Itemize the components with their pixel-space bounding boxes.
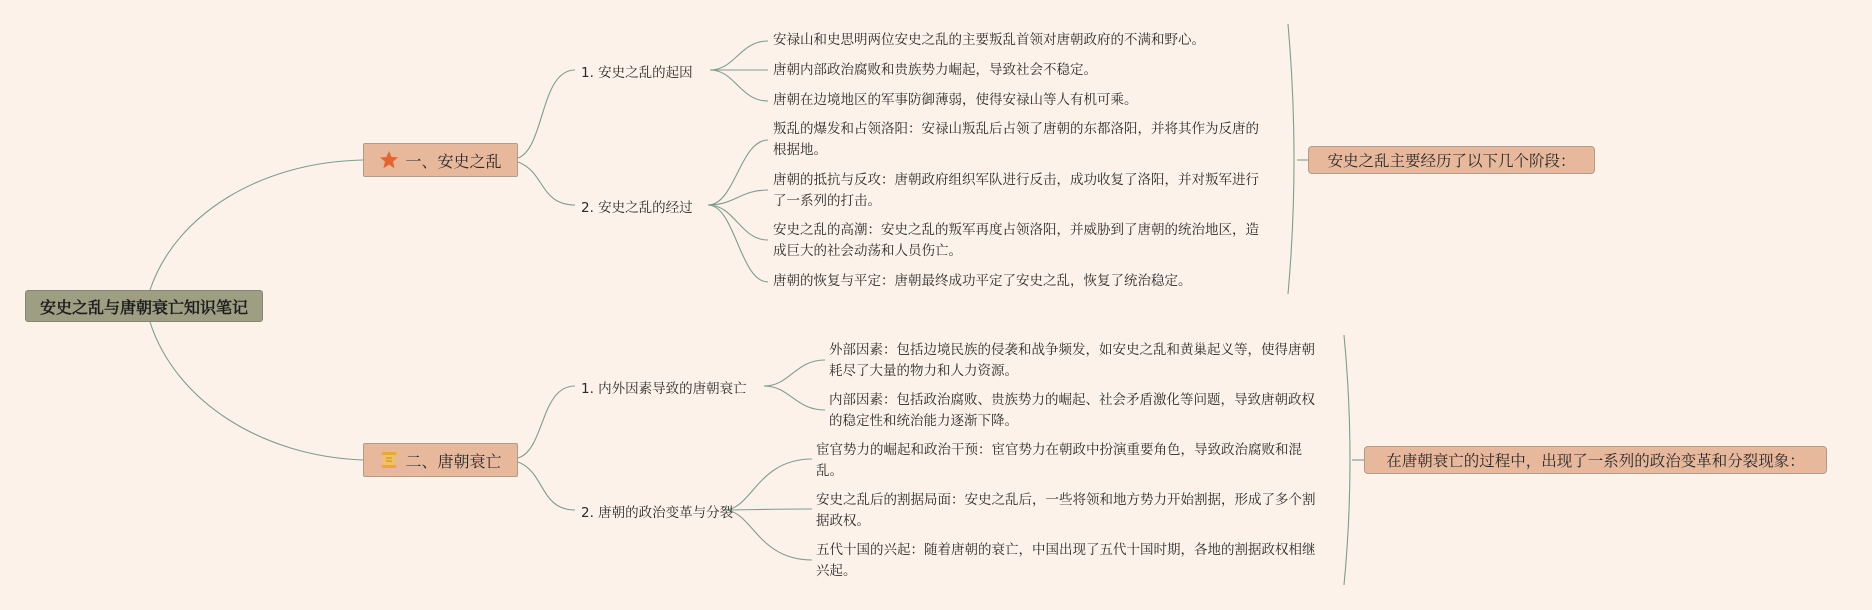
summary-political-change[interactable]: 在唐朝衰亡的过程中，出现了一系列的政治变革和分裂现象： [1364, 446, 1827, 474]
leaf-topic[interactable]: 叛乱的爆发和占领洛阳：安禄山叛乱后占领了唐朝的东都洛阳，并将其作为反唐的根据地。 [773, 121, 1259, 158]
subtopic-internal-external-factors[interactable]: 1. 内外因素导致的唐朝衰亡 [581, 381, 747, 397]
summary-brace-1 [1288, 24, 1294, 294]
subtopic-political-change-division[interactable]: 2. 唐朝的政治变革与分裂 [581, 505, 734, 521]
link-root-main1 [150, 160, 363, 290]
leaf-topic[interactable]: 唐朝内部政治腐败和贵族势力崛起，导致社会不稳定。 [773, 62, 1097, 78]
main-topic-label: 二、唐朝衰亡 [405, 451, 502, 471]
leaf-topic[interactable]: 外部因素：包括边境民族的侵袭和战争频发，如安史之乱和黄巢起义等，使得唐朝耗尽了大量的物力和人力资源。 [829, 342, 1315, 379]
link-main1-sub2 [518, 162, 575, 205]
summary-brace-2 [1344, 335, 1350, 585]
root-topic[interactable]: 安史之乱与唐朝衰亡知识笔记 [25, 290, 263, 322]
link-main1-sub1 [518, 70, 575, 158]
main-topic-tang-decline[interactable] [363, 443, 518, 477]
link-main2-sub2 [518, 462, 575, 510]
subtopic-causes[interactable]: 1. 安史之乱的起因 [581, 65, 693, 81]
scroll-icon [379, 450, 399, 470]
leaf-topic[interactable]: 五代十国的兴起：随着唐朝的衰亡，中国出现了五代十国时期，各地的割据政权相继兴起。 [816, 542, 1316, 579]
subtopic-course[interactable]: 2. 安史之乱的经过 [581, 200, 693, 216]
link-root-main2 [150, 322, 363, 460]
star-icon [379, 150, 399, 170]
summary-stages[interactable]: 安史之乱主要经历了以下几个阶段： [1308, 146, 1595, 174]
leaf-topic[interactable]: 安史之乱的高潮：安史之乱的叛军再度占领洛阳，并威胁到了唐朝的统治地区，造成巨大的社会动荡和人员伤亡。 [773, 222, 1259, 259]
leaf-topic[interactable]: 内部因素：包括政治腐败、贵族势力的崛起、社会矛盾激化等问题，导致唐朝政权的稳定性和统治能力逐渐下降。 [829, 392, 1315, 429]
link-main2-sub1 [518, 386, 575, 458]
main-topic-an-shi-rebellion[interactable] [363, 143, 518, 177]
leaf-topic[interactable]: 唐朝的抵抗与反攻：唐朝政府组织军队进行反击，成功收复了洛阳，并对叛军进行了一系列的打击。 [773, 172, 1259, 209]
leaf-topic[interactable]: 唐朝在边境地区的军事防御薄弱，使得安禄山等人有机可乘。 [773, 92, 1138, 108]
leaf-topic[interactable]: 安史之乱后的割据局面：安史之乱后，一些将领和地方势力开始割据，形成了多个割据政权。 [816, 492, 1316, 529]
leaf-topic[interactable]: 宦官势力的崛起和政治干预：宦官势力在朝政中扮演重要角色，导致政治腐败和混乱。 [816, 442, 1302, 479]
main-topic-label: 一、安史之乱 [405, 151, 502, 171]
leaf-topic[interactable]: 安禄山和史思明两位安史之乱的主要叛乱首领对唐朝政府的不满和野心。 [773, 32, 1205, 48]
leaf-topic[interactable]: 唐朝的恢复与平定：唐朝最终成功平定了安史之乱，恢复了统治稳定。 [773, 273, 1192, 289]
